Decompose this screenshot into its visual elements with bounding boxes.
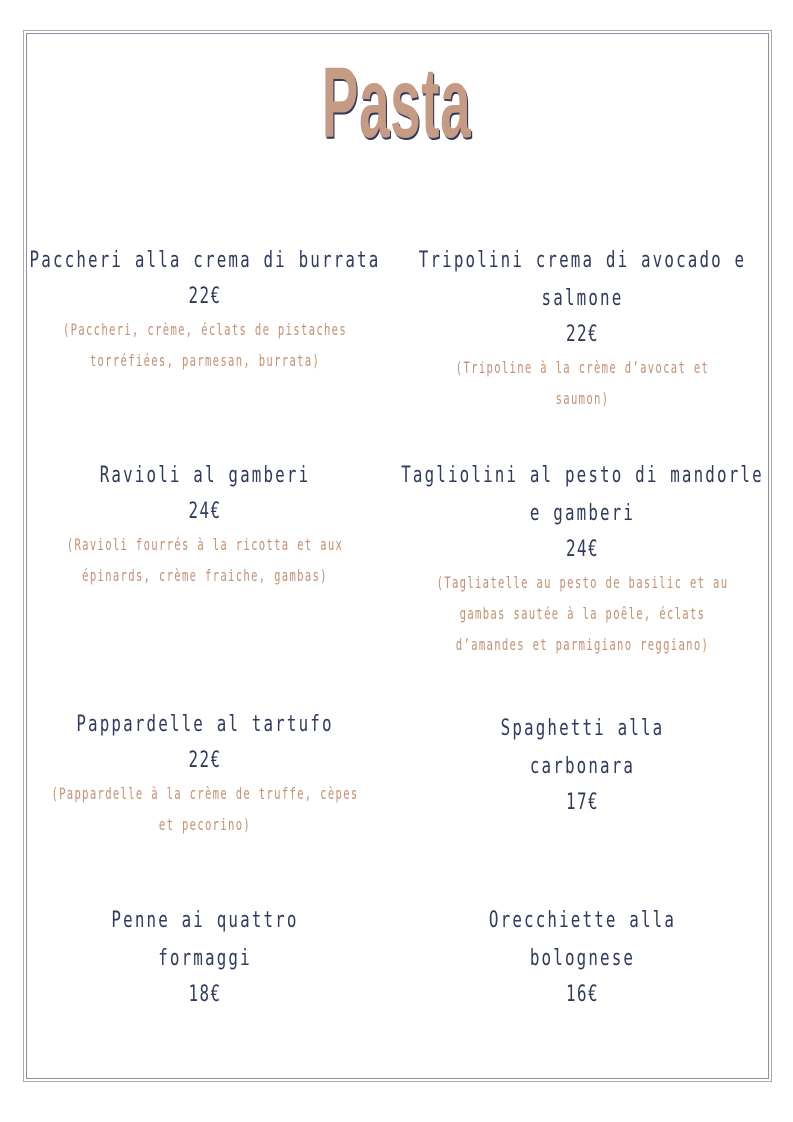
- dish-description-line: torréfiées, parmesan, burrata): [89, 351, 321, 370]
- dish-description-line: saumon): [555, 389, 610, 408]
- dish-price: 22€: [188, 284, 222, 309]
- dish-price: 22€: [188, 748, 222, 773]
- dish-name-line: Tagliolini al pesto di mandorle: [401, 463, 764, 488]
- dish-description-line: d’amandes et parmigiano reggiano): [455, 635, 710, 654]
- dish-spaghetti: [400, 710, 765, 820]
- dish-description-line: (Tagliatelle au pesto de basilic et au: [436, 573, 729, 592]
- dish-description-line: épinards, crème fraiche, gambas): [82, 566, 328, 585]
- dish-name-line: salmone: [541, 286, 624, 311]
- dish-description-line: et pecorino): [158, 815, 252, 834]
- dish-name: Orecchiette alla bolognese: [488, 908, 677, 971]
- dish-orecchiette: [400, 902, 765, 1012]
- dish-name: Ravioli al gamberi: [99, 463, 311, 488]
- dish-name: Paccheri alla crema di burrata: [29, 248, 381, 273]
- dish-price: 24€: [566, 537, 599, 562]
- dish-penne: [20, 902, 390, 1012]
- dish-pappardelle: [20, 706, 390, 840]
- dish-price: 16€: [566, 982, 599, 1007]
- dish-price: 18€: [188, 982, 222, 1007]
- dish-ravioli: [20, 457, 390, 591]
- dish-paccheri: [20, 242, 390, 376]
- dish-name-line: Tripolini crema di avocado e: [418, 248, 747, 273]
- dish-tagliolini: [400, 457, 765, 660]
- dish-tripolini: [400, 242, 765, 414]
- dish-name-line: e gamberi: [529, 501, 636, 526]
- dish-price: 17€: [566, 790, 599, 815]
- dish-description-line: (Pappardelle à la crème de truffe, cèpes: [51, 784, 359, 803]
- menu-title: Pasta: [321, 47, 472, 159]
- dish-name: Pappardelle al tartufo: [76, 712, 334, 737]
- dish-price: 24€: [188, 499, 222, 524]
- dish-description-line: gambas sautée à la poêle, éclats: [459, 604, 706, 623]
- dish-description-line: (Paccheri, crème, éclats de pistaches: [62, 320, 348, 339]
- dish-description-line: (Ravioli fourrés à la ricotta et aux: [66, 535, 344, 554]
- dish-price: 22€: [566, 322, 599, 347]
- dish-name: Penne ai quattro formaggi: [111, 908, 299, 971]
- dish-name: Spaghetti alla carbonara: [500, 716, 665, 779]
- dish-description-line: (Tripoline à la crème d’avocat et: [455, 358, 710, 377]
